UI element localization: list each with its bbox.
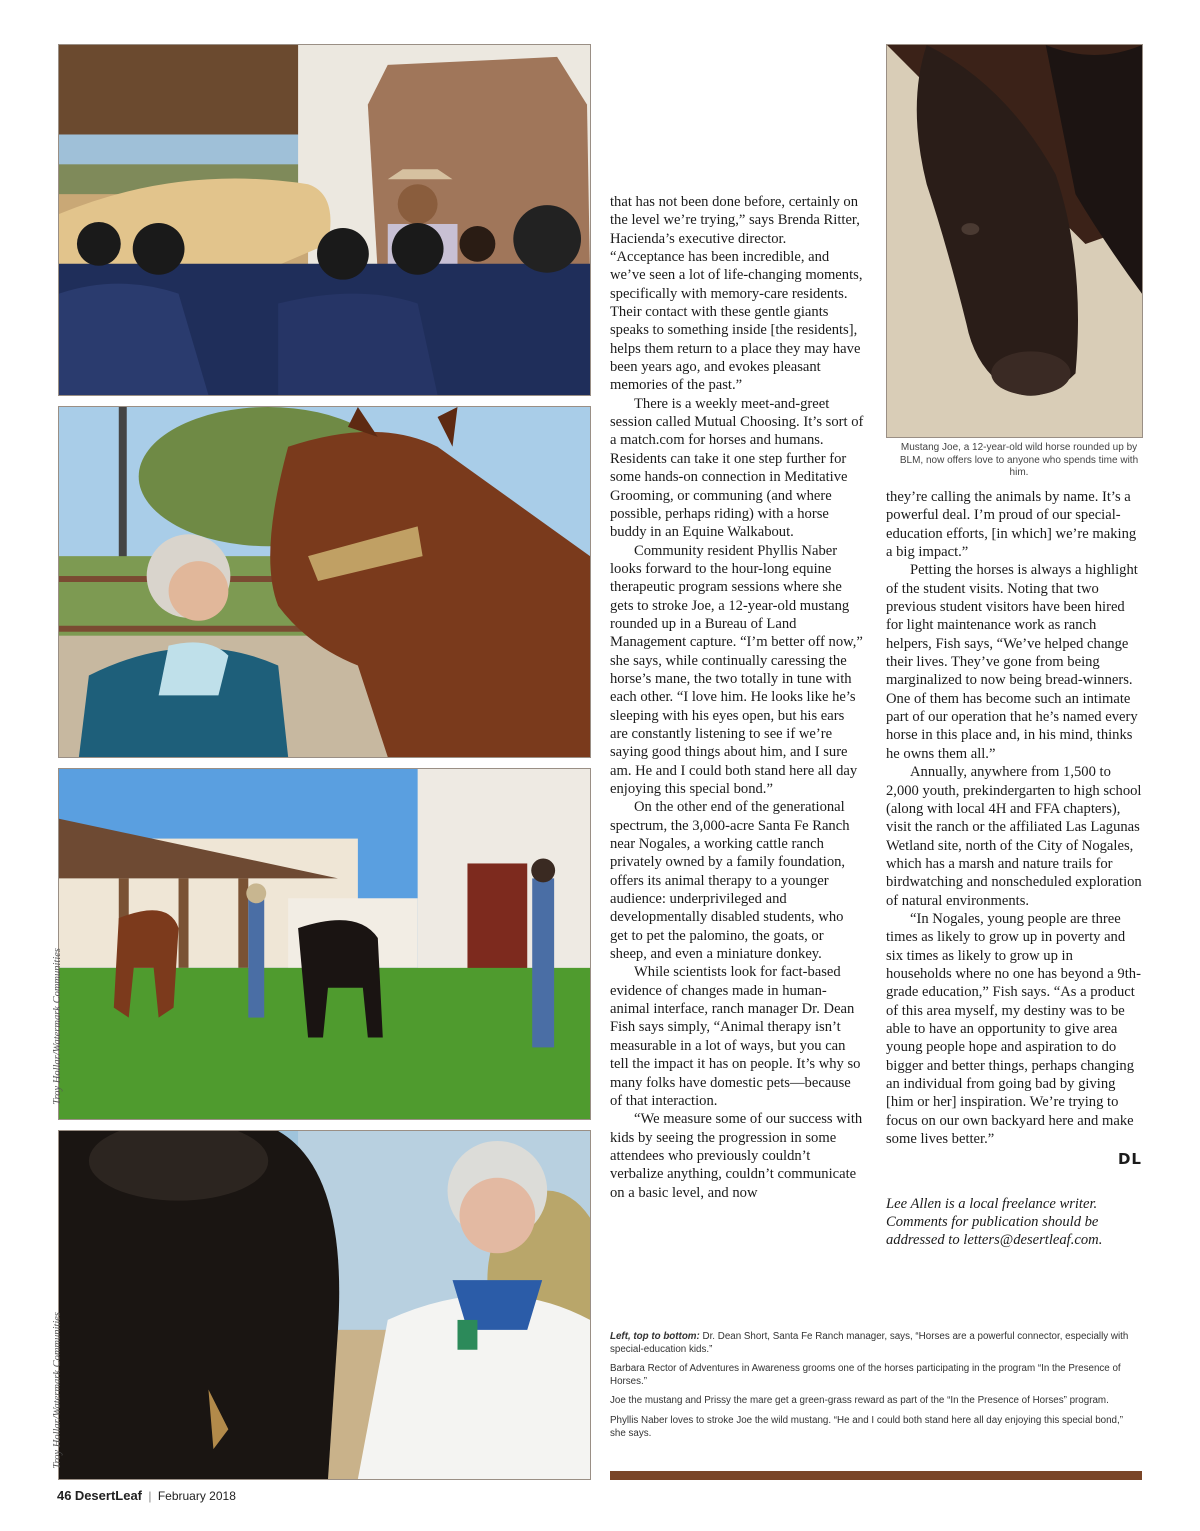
photo-woman-grooming-horse xyxy=(58,406,591,758)
page-folio xyxy=(57,1488,236,1503)
photo-caption-mustang: Mustang Joe, a 12-year-old wild horse rounded up by BLM, now offers love to anyone who spends time with him. xyxy=(899,442,1139,478)
magazine-name: DesertLeaf xyxy=(74,1488,143,1503)
paragraph: There is a weekly meet-and-greet session called Mutual Choosing. It’s sort of a match.com for horses and humans. Residents can take it one step further for some hands-on connection in Meditative Grooming, or communing (and where possible, perhaps riding) with a horse buddy in an Equine Walkabout. xyxy=(610,395,864,541)
photo-captions xyxy=(610,1331,1130,1447)
photo-horses-grazing-lawn xyxy=(58,768,591,1120)
issue-date: February 2018 xyxy=(157,1489,236,1503)
photo-woman-black-horse xyxy=(58,1130,591,1480)
caption-text: Dr. Dean Short, Santa Fe Ranch manager, says, “Horses are a powerful connector, especially with special-education kids.” xyxy=(610,1331,1129,1355)
page-number: 46 xyxy=(57,1488,72,1503)
article-column-middle xyxy=(610,193,864,1202)
caption-fourth: Phyllis Naber loves to stroke Joe the wild mustang. “He and I could both stand here all day enjoying this special bond,” she says. xyxy=(610,1414,1123,1439)
photo-credit-upper: Troy Hollar/Watermark Communities xyxy=(52,948,63,1105)
folio-separator: | xyxy=(148,1489,152,1503)
paragraph: that has not been done before, certainly on the level we’re trying,” says Brenda Ritter, Hacienda’s executive director. “Acceptance has been incredible, and we’ve seen a lot of life-changing moments, specifically with memory-care residents. Their contact with these gentle giants speaks to something inside [the residents], helps them return to a place they may have been years ago, and evokes pleasant memories of the past.” xyxy=(610,194,863,394)
photo-students-palomino xyxy=(58,44,591,396)
caption-third: Joe the mustang and Prissy the mare get a green-grass reward as part of the “In the Presence of Horses” program. xyxy=(610,1395,1109,1407)
paragraph: “In Nogales, young people are three times as likely to grow up in poverty and six times as likely to grow up in households where no one has beyond a 9th-grade education,” Fish says. “As a product of this area myself, my destiny was to be able to have an opportunity to give area young people hope and aspiration to do bigger and better things, perhaps changing an individual from going bad by giving [him or her] inspiration. We’re trying to focus on our own backyard here and make some lives better.” xyxy=(886,910,1141,1148)
paragraph: On the other end of the generational spectrum, the 3,000-acre Santa Fe Ranch near Nogales, a working cattle ranch privately owned by a family foundation, offers its animal therapy to a younger audience: underprivileged and developmentally disabled students, who get to pet the palomino, the goats, or sheep, and even a miniature donkey. xyxy=(610,799,850,963)
photo-mustang-joe xyxy=(886,44,1143,438)
paragraph: they’re calling the animals by name. It’s a powerful deal. I’m proud of our special-education efforts, [in which] we’re making a big impact.” xyxy=(886,489,1137,561)
end-mark: DL xyxy=(1117,1150,1142,1169)
paragraph: Annually, anywhere from 1,500 to 2,000 youth, prekindergarten to high school (along with local 4H and FFA chapters), visit the ranch or the affiliated Las Lagunas Wetland site, north of the City of Nogales, which has a marsh and nature trails for birdwatching and nonscheduled exploration of natural environments. xyxy=(886,764,1142,909)
article-column-right xyxy=(886,488,1142,1250)
paragraph: Community resident Phyllis Naber looks forward to the hour-long equine therapeutic program sessions where she gets to stroke Joe, a 12-year-old mustang rounded up in a Bureau of Land Management capture. “I’m better off now,” she says, while continually caressing the horse’s mane, the two totally in tune with each other. “I love him. He looks like he’s sleeping with his eyes open, but his ears are constantly listening to see if we’re saying good things about him, and I sure am. He and I could both stand here all day enjoying this special bond.” xyxy=(610,542,863,797)
footer-rule xyxy=(610,1471,1142,1480)
paragraph: Petting the horses is always a highlight of the student visits. Noting that two previous student visitors have been hired for light maintenance work as ranch helpers, Fish says, “We’ve helped change their lives. They’ve gone from being marginalized to now being bread-winners. One of them has become such an intimate part of our operation that he’s named every horse in this place and, in his mind, thinks he owns them all.” xyxy=(886,562,1138,762)
caption-second: Barbara Rector of Adventures in Awareness grooms one of the horses participating in the program “In the Presence of Horses.” xyxy=(610,1363,1121,1387)
caption-lead: Left, top to bottom: xyxy=(610,1331,700,1342)
paragraph: While scientists look for fact-based evidence of changes made in human-animal interface, ranch manager Dr. Dean Fish says simply, “Animal therapy isn’t measurable in a lot of ways, but you can tell the impact it has on people. It’s why so many folks have domestic pets—because of that interaction. xyxy=(610,964,861,1109)
caption-first xyxy=(610,1331,1130,1356)
photo-credit-lower: Troy Hollar/Watermark Communities xyxy=(52,1312,63,1469)
writer-note: Lee Allen is a local freelance writer. Comments for publication should be addressed to letters@desertleaf.com. xyxy=(886,1195,1103,1249)
paragraph: “We measure some of our success with kids by seeing the progression in some attendees who previously couldn’t verbalize anything, couldn’t communicate on a basic level, and now xyxy=(610,1111,863,1201)
